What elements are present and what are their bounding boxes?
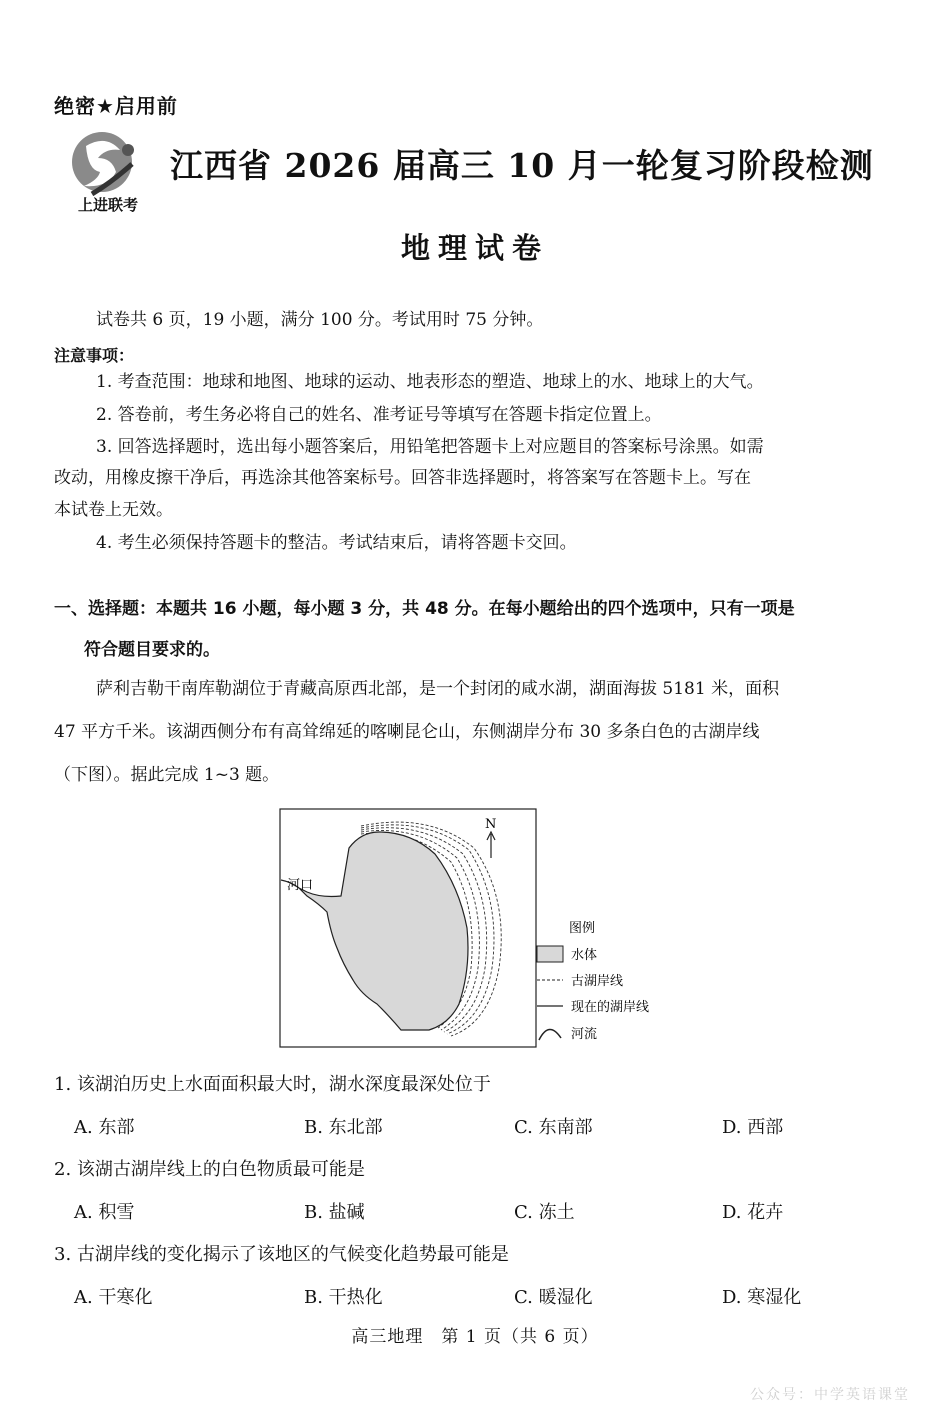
question-3-option-a: A. 干寒化 xyxy=(74,1287,153,1308)
intro-text: 试卷共 6 页，19 小题，满分 100 分。考试用时 75 分钟。 xyxy=(96,310,544,330)
passage-line-1: 萨利吉勒干南库勒湖位于青藏高原西北部，是一个封闭的咸水湖，湖面海拔 5181 米，面积 xyxy=(96,679,780,699)
question-1-option-a: A. 东部 xyxy=(74,1117,135,1138)
question-3-option-b: B. 干热化 xyxy=(304,1287,383,1308)
question-2-option-d: D. 花卉 xyxy=(722,1202,784,1223)
note-item-3-line-2: 改动，用橡皮擦干净后，再选涂其他答案标号。回答非选择题时，将答案写在答题卡上。写在 xyxy=(54,468,751,488)
passage-line-3: （下图）。据此完成 1~3 题。 xyxy=(54,765,280,785)
lake-map-figure xyxy=(279,808,671,1050)
question-1-option-c: C. 东南部 xyxy=(514,1117,593,1138)
section-heading-line-1: 一、选择题：本题共 16 小题，每小题 3 分，共 48 分。在每小题给出的四个选项中，只有一项是 xyxy=(54,599,795,619)
question-1-stem: 1. 该湖泊历史上水面面积最大时，湖水深度最深处位于 xyxy=(54,1074,491,1095)
note-item-1: 1. 考查范围：地球和地图、地球的运动、地表形态的塑造、地球上的水、地球上的大气。 xyxy=(96,372,764,392)
legend-title: 图例 xyxy=(569,921,596,936)
question-2-stem: 2. 该湖古湖岸线上的白色物质最可能是 xyxy=(54,1159,365,1180)
confidential-label: 绝密★启用前 xyxy=(54,94,178,118)
question-2-option-c: C. 冻土 xyxy=(514,1202,575,1223)
legend-ancient-label: 古湖岸线 xyxy=(571,974,624,989)
watermark: 公众号：中学英语课堂 xyxy=(750,1387,910,1403)
question-1-option-b: B. 东北部 xyxy=(304,1117,383,1138)
legend-water-swatch xyxy=(537,946,563,962)
page-footer: 高三地理 第 1 页（共 6 页） xyxy=(351,1327,599,1347)
logo-text: 上进联考 xyxy=(77,196,138,214)
question-1-option-d: D. 西部 xyxy=(722,1117,784,1138)
legend-water-label: 水体 xyxy=(571,948,598,963)
note-item-4: 4. 考生必须保持答题卡的整洁。考试结束后，请将答题卡交回。 xyxy=(96,533,577,553)
exam-subtitle: 地理试卷 xyxy=(400,231,549,265)
note-item-2: 2. 答卷前，考生务必将自己的姓名、准考证号等填写在答题卡指定位置上。 xyxy=(96,405,662,425)
legend-current-label: 现在的湖岸线 xyxy=(571,1000,650,1015)
exam-title: 江西省 2026 届高三 10 月一轮复习阶段检测 xyxy=(170,146,874,185)
notes-heading: 注意事项： xyxy=(54,346,135,365)
note-item-3-line-3: 本试卷上无效。 xyxy=(54,500,173,520)
river-mouth-label: 河口 xyxy=(287,878,314,893)
passage-line-2: 47 平方千米。该湖西侧分布有高耸绵延的喀喇昆仑山，东侧湖岸分布 30 多条白色的古湖岸线 xyxy=(54,722,760,742)
note-item-3-line-1: 3. 回答选择题时，选出每小题答案后，用铅笔把答题卡上对应题目的答案标号涂黑。如需 xyxy=(96,437,764,457)
section-heading-line-2: 符合题目要求的。 xyxy=(84,640,220,660)
question-2-option-b: B. 盐碱 xyxy=(304,1202,365,1223)
question-2-option-a: A. 积雪 xyxy=(74,1202,135,1223)
legend-river-label: 河流 xyxy=(571,1027,598,1042)
question-3-stem: 3. 古湖岸线的变化揭示了该地区的气候变化趋势最可能是 xyxy=(54,1244,509,1265)
question-3-option-c: C. 暖湿化 xyxy=(514,1287,593,1308)
question-3-option-d: D. 寒湿化 xyxy=(722,1287,802,1308)
north-label: N xyxy=(485,817,497,832)
legend-river-icon xyxy=(539,1029,561,1040)
